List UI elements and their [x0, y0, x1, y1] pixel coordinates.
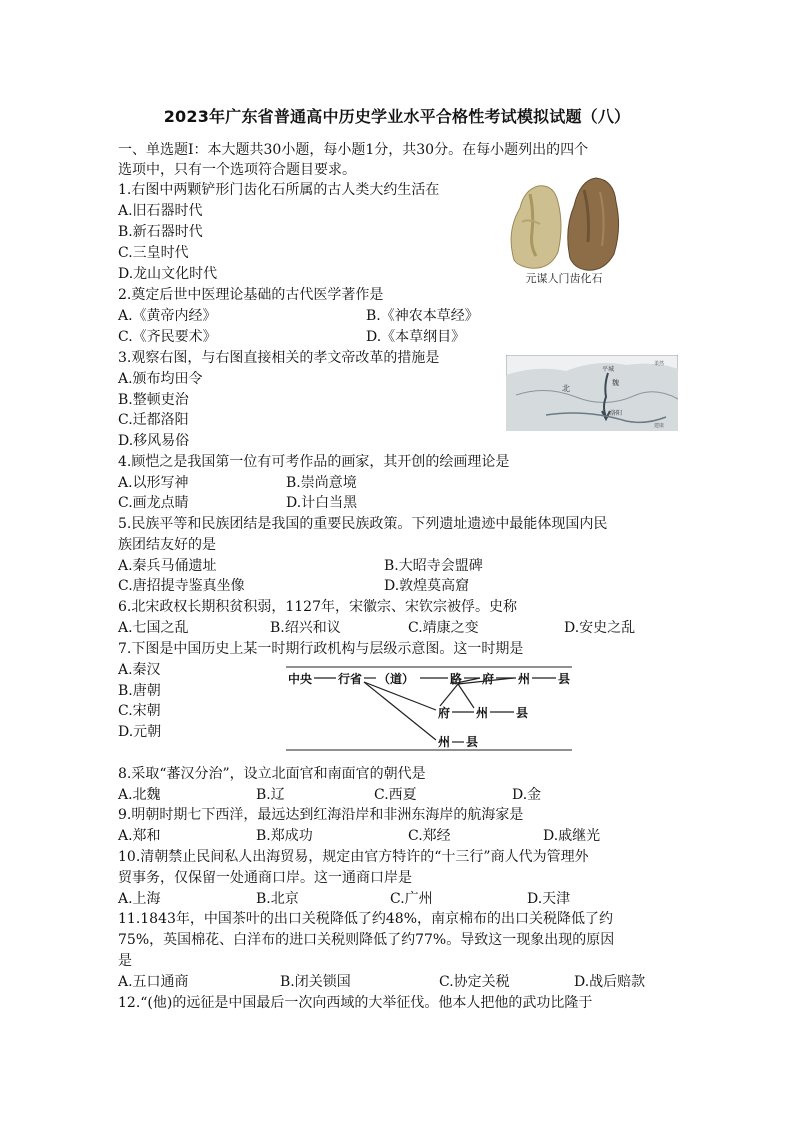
map-label-capital: 平城 — [602, 366, 615, 373]
q11-stem-line3: 是 — [118, 953, 132, 969]
q11-stem-line2: 75%，英国棉花、白洋布的进口关税则降低了约77%。导致这一现象出现的原因 — [118, 932, 615, 948]
q4-stem: 4.顾恺之是我国第一位有可考作品的画家，其开创的绘画理论是 — [118, 454, 510, 470]
q4-option-b: B.崇尚意境 — [286, 475, 357, 491]
q1-option-a: A.旧石器时代 — [118, 203, 203, 219]
q1-option-d: D.龙山文化时代 — [118, 266, 218, 282]
fossil-teeth-image — [500, 172, 628, 288]
map-label-wei: 魏 — [612, 379, 619, 387]
node-center: 中央 — [288, 672, 313, 686]
q6-stem: 6.北宋政权长期积贫积弱，1127年，宋徽宗、宋钦宗被俘。史称 — [118, 599, 517, 615]
q11-option-a: A.五口通商 — [118, 974, 189, 990]
q5-option-a: A.秦兵马俑遗址 — [118, 558, 217, 574]
q11-option-c: C.协定关税 — [439, 974, 510, 990]
node-zhou-top: 州 — [518, 672, 531, 686]
q9-option-c: C.郑经 — [408, 828, 451, 844]
q3-option-d: D.移风易俗 — [118, 433, 190, 449]
q6-option-c: C.靖康之变 — [408, 620, 479, 636]
q8-option-a: A.北魏 — [118, 787, 161, 803]
map-label-north: 北 — [562, 384, 570, 393]
q11-option-d: D.战后赔款 — [574, 974, 646, 990]
node-xian-top: 县 — [558, 672, 571, 686]
q6-option-b: B.绍兴和议 — [270, 620, 341, 636]
q4-option-d: D.计白当黑 — [286, 495, 358, 511]
q5-option-d: D.敦煌莫高窟 — [384, 578, 470, 594]
q4-option-a: A.以形写神 — [118, 475, 189, 491]
q3-stem: 3.观察右图，与右图直接相关的孝文帝改革的措施是 — [118, 350, 440, 366]
q10-option-d: D.天津 — [527, 891, 571, 907]
q10-stem-line1: 10.清朝禁止民间私人出海贸易，规定由官方特许的“十三行”商人代为管理外 — [118, 849, 589, 865]
q7-option-d: D.元朝 — [118, 724, 162, 740]
q11-stem-line1: 11.1843年，中国茶叶的出口关税降低了约48%，南京棉布的出口关税降低了约 — [118, 911, 614, 927]
node-xian-bottom: 县 — [466, 735, 479, 749]
q4-option-c: C.画龙点睛 — [118, 495, 189, 511]
q5-option-b: B.大昭寺会盟碑 — [384, 558, 483, 574]
q11-option-b: B.闭关锁国 — [280, 974, 351, 990]
node-xian-mid: 县 — [516, 706, 529, 720]
map-label-corner-br: 建康 — [654, 423, 665, 429]
q9-stem: 9.明朝时期七下西洋，最远达到红海沿岸和非洲东海岸的航海家是 — [118, 807, 524, 823]
q5-stem-line1: 5.民族平等和民族团结是我国的重要民族政策。下列遗址遗迹中最能体现国内民 — [118, 516, 608, 532]
q5-stem-line2: 族团结友好的是 — [118, 537, 216, 553]
q12-stem: 12.“(他)的远征是中国最后一次向西域的大举征伐。他本人把他的武功比隆于 — [118, 995, 593, 1011]
q10-option-c: C.广州 — [390, 891, 433, 907]
q7-option-a: A.秦汉 — [118, 662, 161, 678]
node-zhou-bottom: 州 — [438, 735, 451, 749]
q5-option-c: C.唐招提寺鉴真坐像 — [118, 578, 245, 594]
q7-option-c: C.宋朝 — [118, 703, 161, 719]
q2-option-d: D.《本草纲目》 — [366, 329, 466, 345]
q3-option-b: B.整顿吏治 — [118, 392, 189, 408]
page-title: 2023年广东省普通高中历史学业水平合格性考试模拟试题（八） — [163, 107, 631, 126]
section-instruction-line1: 一、单选题Ⅰ：本大题共30小题，每小题1分，共30分。在每小题列出的四个 — [118, 142, 589, 158]
q6-option-d: D.安史之乱 — [564, 620, 636, 636]
node-lu: 路 — [450, 672, 463, 686]
q8-option-c: C.西夏 — [374, 787, 417, 803]
fossil-caption: 元谋人门齿化石 — [525, 272, 603, 285]
q7-option-b: B.唐朝 — [118, 683, 161, 699]
section-instruction-line2: 选项中，只有一个选项符合题目要求。 — [118, 162, 356, 178]
q9-option-b: B.郑成功 — [256, 828, 313, 844]
q8-stem: 8.采取“蕃汉分治”，设立北面官和南面官的朝代是 — [118, 766, 426, 782]
node-fu-top: 府 — [482, 672, 495, 686]
q7-stem: 7.下图是中国历史上某一时期行政机构与层级示意图。这一时期是 — [118, 641, 524, 657]
q10-option-a: A.上海 — [118, 891, 161, 907]
node-dao: （道） — [378, 672, 415, 686]
q2-option-a: A.《黄帝内经》 — [118, 308, 217, 324]
q8-option-d: D.金 — [512, 787, 542, 803]
q2-stem: 2.奠定后世中医理论基础的古代医学著作是 — [118, 287, 384, 303]
capital-move-map — [506, 355, 678, 431]
node-zhou-mid: 州 — [476, 706, 489, 720]
q10-stem-line2: 贸事务，仅保留一处通商口岸。这一通商口岸是 — [118, 870, 412, 886]
node-fu-mid: 府 — [438, 706, 451, 720]
q1-option-c: C.三皇时代 — [118, 245, 189, 261]
q2-option-b: B.《神农本草经》 — [366, 308, 479, 324]
node-province: 行省 — [338, 672, 363, 686]
q9-option-d: D.戚继光 — [543, 828, 601, 844]
q3-option-a: A.颁布均田令 — [118, 371, 203, 387]
map-label-luoyang: 洛阳 — [610, 410, 623, 417]
q1-option-b: B.新石器时代 — [118, 224, 203, 240]
q3-option-c: C.迁都洛阳 — [118, 412, 189, 428]
q9-option-a: A.郑和 — [118, 828, 161, 844]
q8-option-b: B.辽 — [256, 787, 285, 803]
map-label-corner-tr: 柔然 — [654, 361, 665, 367]
q2-option-c: C.《齐民要术》 — [118, 329, 217, 345]
q1-stem: 1.右图中两颗铲形门齿化石所属的古人类大约生活在 — [118, 182, 440, 198]
q10-option-b: B.北京 — [256, 891, 299, 907]
q6-option-a: A.七国之乱 — [118, 620, 189, 636]
admin-hierarchy-diagram — [286, 664, 574, 754]
